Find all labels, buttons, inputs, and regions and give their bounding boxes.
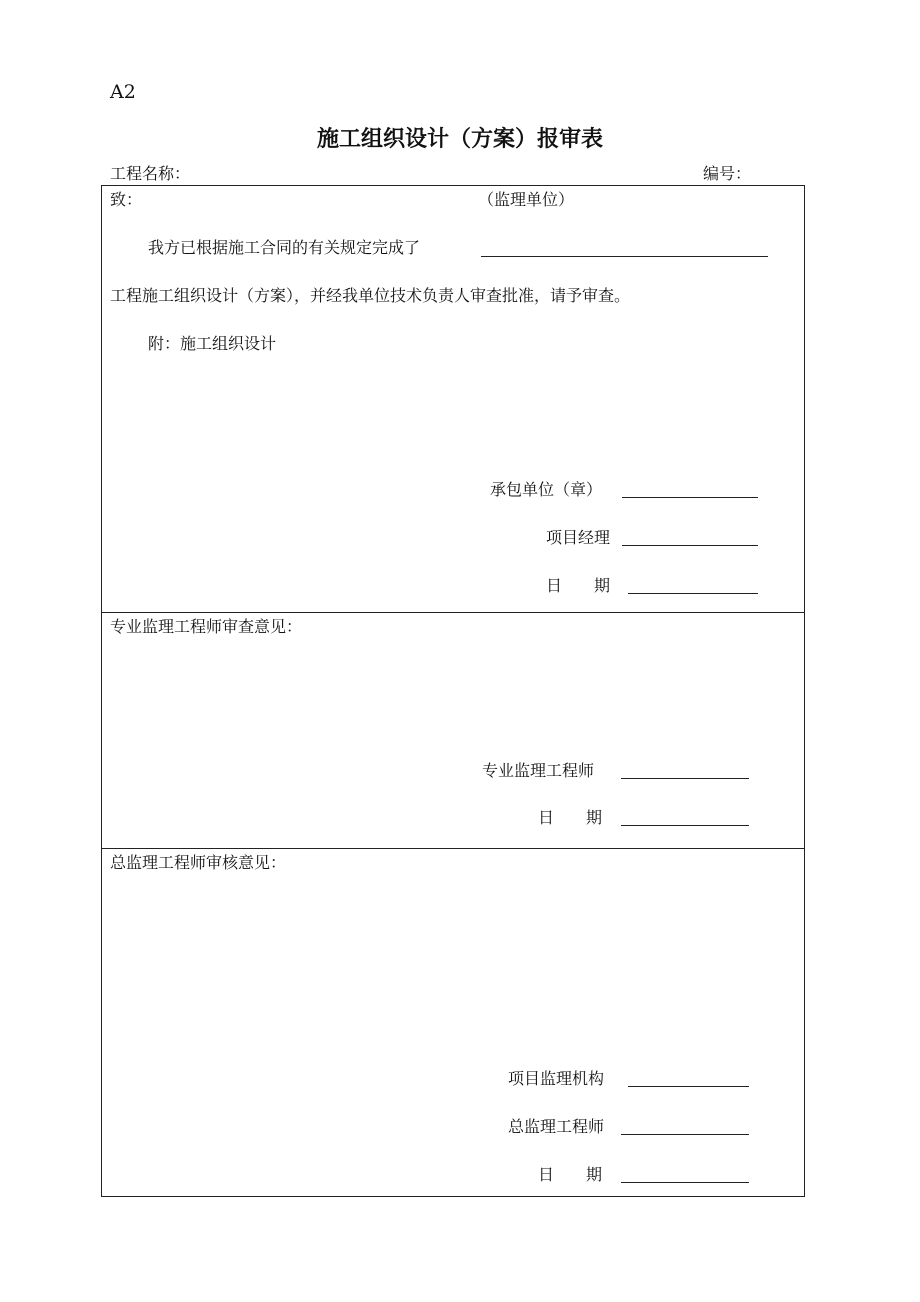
date-line[interactable] [621,1182,749,1183]
org-signature-line[interactable] [628,1086,749,1087]
number-label: 编号： [703,164,752,183]
date-label: 日 期 [546,576,611,595]
date-line[interactable] [628,593,758,594]
body-line-2: 工程施工组织设计（方案），并经我单位技术负责人审查批准，请予审查。 [110,286,631,305]
attachment-text: 附：施工组织设计 [148,334,277,353]
supervision-unit-label: （监理单位） [478,190,575,209]
date-label: 日 期 [538,808,603,827]
body-line-1: 我方已根据施工合同的有关规定完成了 [148,238,421,257]
engineer-review-heading: 专业监理工程师审查意见： [110,617,303,636]
section-divider [101,612,805,613]
date-line[interactable] [621,825,749,826]
to-label: 致： [110,190,143,209]
chief-engineer-label: 总监理工程师 [508,1117,605,1136]
contractor-label: 承包单位（章） [490,480,603,499]
project-blank-line[interactable] [481,256,768,257]
page-title: 施工组织设计（方案）报审表 [316,126,603,152]
date-label: 日 期 [538,1165,603,1184]
engineer-label: 专业监理工程师 [482,761,595,780]
project-name-label: 工程名称： [110,164,191,183]
section-divider [101,848,805,849]
contractor-signature-line[interactable] [622,497,758,498]
project-manager-signature-line[interactable] [622,545,758,546]
chief-engineer-signature-line[interactable] [621,1134,749,1135]
org-label: 项目监理机构 [508,1069,605,1088]
chief-review-heading: 总监理工程师审核意见： [110,853,287,872]
engineer-signature-line[interactable] [621,778,749,779]
project-manager-label: 项目经理 [546,528,611,547]
form-code: A2 [110,81,136,103]
